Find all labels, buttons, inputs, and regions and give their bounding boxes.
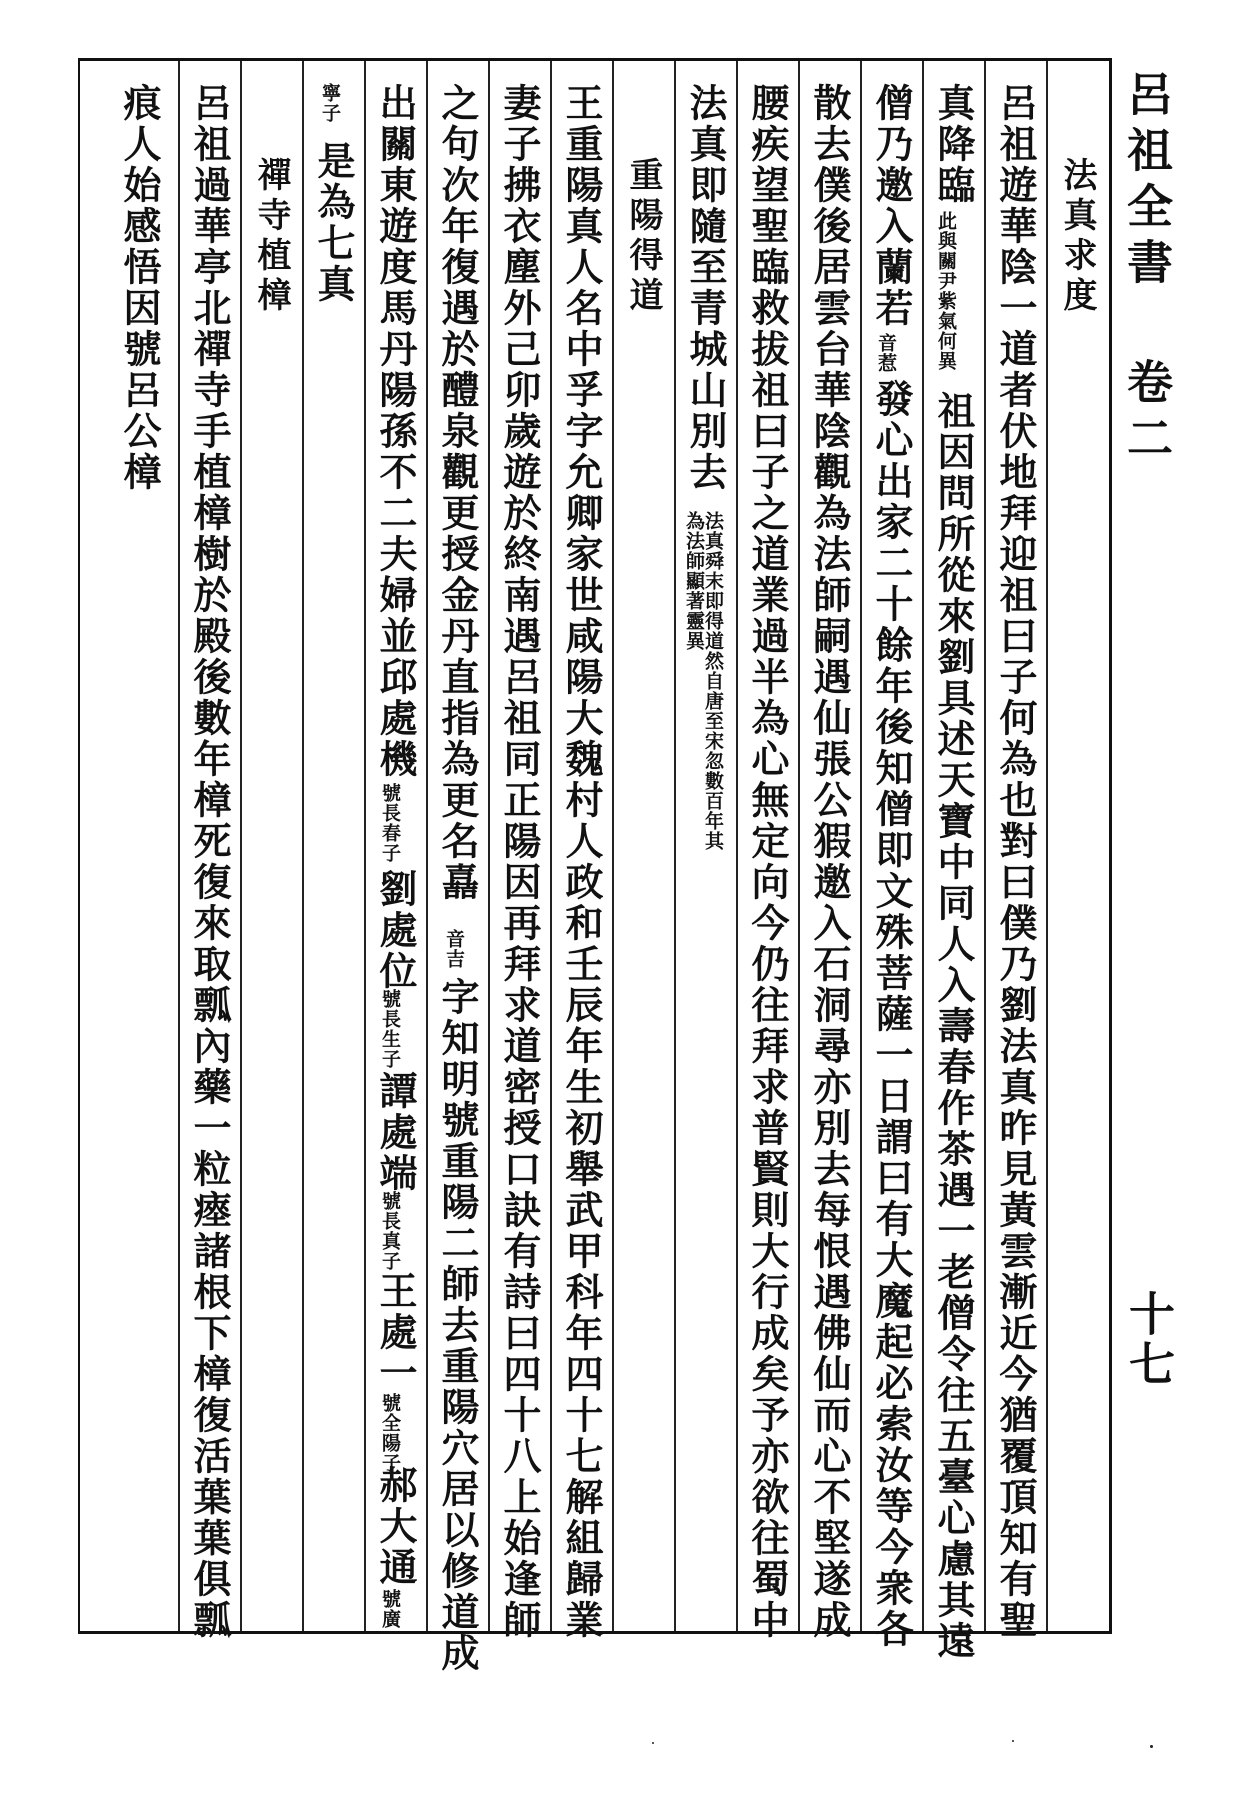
- interlinear-note: 寧子: [319, 83, 341, 123]
- body-line: 王處一: [373, 1271, 418, 1394]
- body-line: 法真即隨至青城山別去: [683, 83, 728, 493]
- scan-speck: [1012, 1740, 1014, 1742]
- column-8: [612, 61, 674, 1631]
- column-11: [426, 61, 488, 1674]
- body-line: 字知明號重陽二師去重陽穴居以修道成: [435, 977, 480, 1674]
- column-1: [1046, 61, 1110, 1631]
- body-line: 是為七真: [311, 141, 356, 305]
- heading-chongyang: 重陽得道: [623, 157, 663, 317]
- column-3: [922, 61, 984, 1662]
- interlinear-note: 此與關尹紫氣何異: [935, 211, 957, 371]
- column-4: [860, 61, 922, 1650]
- body-line: 郝大通: [373, 1465, 418, 1588]
- body-line: 王重陽真人名中孚字允卿家世咸陽大魏村人政和壬辰年生初舉武甲科年四十七解組歸業: [559, 83, 604, 1641]
- column-7: [674, 61, 736, 1631]
- interlinear-note: 號長春子: [379, 783, 401, 863]
- body-line: 僧乃邀入蘭若: [869, 83, 914, 329]
- column-15: [178, 61, 240, 1641]
- interlinear-note: 音吉: [443, 929, 465, 969]
- column-6: [736, 61, 798, 1641]
- text-frame: [78, 58, 1112, 1674]
- interlinear-note: 法真舜末即得道然自唐至宋忽數百年其為法師顯著靈異: [683, 511, 724, 851]
- scan-speck: [652, 1742, 654, 1744]
- column-5: [798, 61, 860, 1641]
- interlinear-note: 號長生子: [379, 989, 401, 1069]
- body-line: 譚處端: [373, 1071, 418, 1194]
- body-line: 腰疾望聖臨救拔祖曰子之道業過半為心無定向今仍往拜求普賢則大行成矣予亦欲往蜀中: [745, 83, 790, 1641]
- scan-speck: [1150, 1745, 1153, 1748]
- body-line: 呂祖遊華陰一道者伏地拜迎祖曰子何為也對曰僕乃劉法真昨見黃雲漸近今猶覆頂知有聖: [993, 83, 1038, 1641]
- body-line: 出關東遊度馬丹陽孫不二夫婦並邱處機: [373, 83, 418, 780]
- column-16: [80, 61, 178, 1631]
- body-line: 發心出家二十餘年後知僧即文殊菩薩一日謂曰有大魔起必索汝等今衆各: [869, 379, 914, 1650]
- column-13: [302, 61, 364, 1631]
- heading-fazhen: 法真求度: [1057, 157, 1097, 317]
- body-line: 散去僕後居雲台華陰觀為法師嗣遇仙張公猳邀入石洞尋亦別去每恨遇佛仙而心不堅遂成: [807, 83, 852, 1641]
- interlinear-note: 音惹: [875, 333, 897, 373]
- heading-chansi: 禪寺植樟: [251, 157, 291, 317]
- body-line: 呂祖過華亭北禪寺手植樟樹於殿後數年樟死復來取瓢內藥一粒瘞諸根下樟復活葉葉俱瓢: [187, 83, 232, 1641]
- column-2: [984, 61, 1046, 1641]
- folio-number: 十七: [1122, 1290, 1176, 1390]
- interlinear-note: 號全陽子: [379, 1393, 401, 1473]
- page-margin-banner: [1118, 50, 1186, 1650]
- body-line: 之句次年復遇於醴泉觀更授金丹直指為更名嚞: [435, 83, 480, 903]
- interlinear-note: 號廣: [379, 1589, 401, 1629]
- column-10: [488, 61, 550, 1641]
- body-line: 痕人始感悟因號呂公樟: [117, 83, 162, 493]
- body-line: 妻子拂衣塵外己卯歲遊於終南遇呂祖同正陽因再拜求道密授口訣有詩曰四十八上始逢師: [497, 83, 542, 1641]
- body-line: 真降臨: [931, 83, 976, 206]
- column-14: [240, 61, 302, 1631]
- running-title: 呂祖全書 卷二: [1120, 70, 1174, 470]
- body-line: 劉處位: [373, 869, 418, 992]
- column-12: [364, 61, 426, 1631]
- interlinear-note: 號長真子: [379, 1191, 401, 1271]
- column-9: [550, 61, 612, 1641]
- body-line: 祖因問所從來劉具述天寶中同人入壽春作茶遇一老僧令往五臺心慮其遠: [931, 391, 976, 1662]
